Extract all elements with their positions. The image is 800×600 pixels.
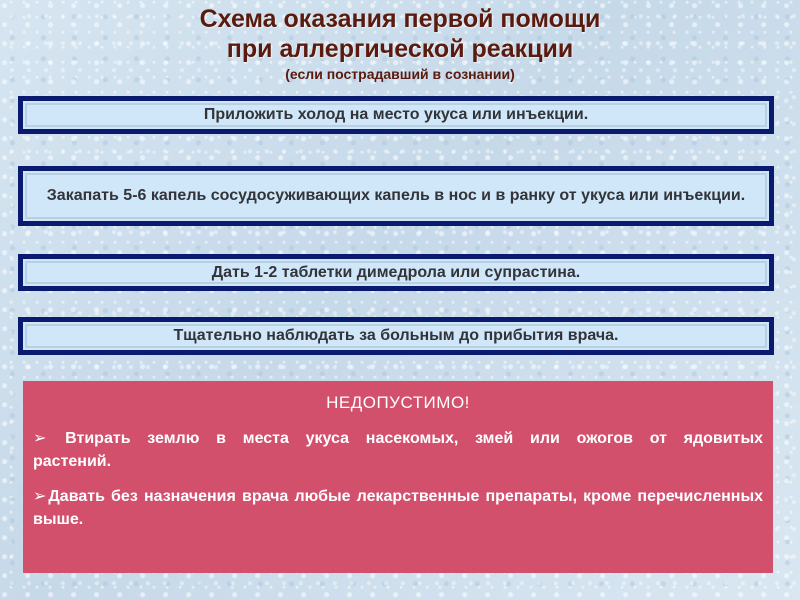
title-block <box>0 4 800 83</box>
page-title-line-1: Схема оказания первой помощи <box>199 5 601 33</box>
warning-item-2 <box>33 485 763 531</box>
warning-item-1 <box>33 427 763 473</box>
step-box-1 <box>18 96 774 134</box>
step-box-2 <box>18 166 774 226</box>
step-text-2: Закапать 5-6 капель сосудосуживающих капель в нос и в ранку от укуса или инъекции. <box>46 187 746 204</box>
arrow-bullet-icon: ➢ <box>33 488 47 505</box>
warning-item-text-2: Давать без назначения врача любые лекарственные препараты, кроме перечисленных выше. <box>33 488 763 528</box>
warning-box <box>23 381 773 573</box>
page-title-line-2: при аллергической реакции <box>226 35 574 63</box>
step-text-4: Тщательно наблюдать за больным до прибытия врача. <box>173 327 619 344</box>
warning-title: НЕДОПУСТИМО! <box>326 393 470 412</box>
step-text-3: Дать 1-2 таблетки димедрола или супрастина. <box>211 263 581 281</box>
step-box-3 <box>18 254 774 291</box>
warning-item-text-1: Втирать землю в места укуса насекомых, змей или ожогов от ядовитых растений. <box>33 430 763 470</box>
arrow-bullet-icon: ➢ <box>33 430 47 447</box>
page-subtitle: (если пострадавший в сознании) <box>285 66 515 82</box>
step-text-1: Приложить холод на место укуса или инъекции. <box>203 106 589 123</box>
step-box-4 <box>18 317 774 355</box>
